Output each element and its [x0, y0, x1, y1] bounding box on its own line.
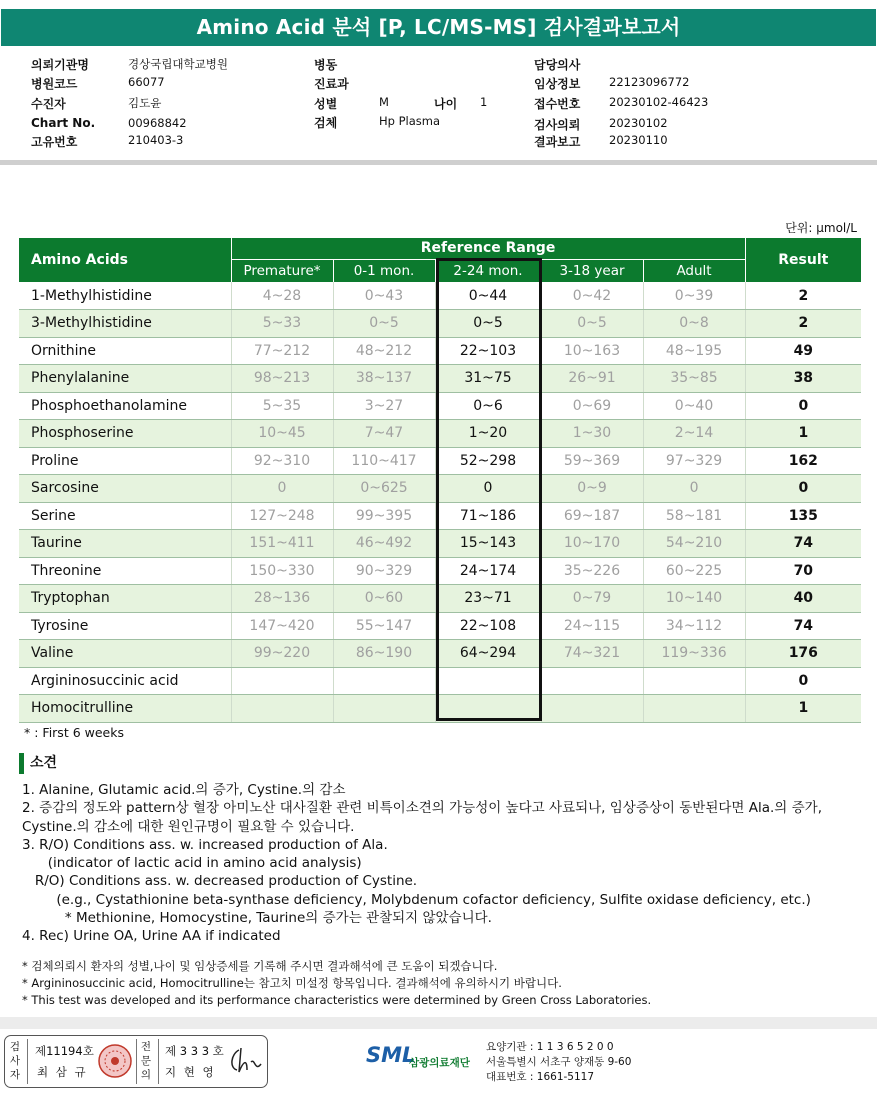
reference-range-cell: 0~42: [541, 282, 643, 310]
reference-range-cell: 0~9: [541, 475, 643, 503]
findings-line: 2. 증감의 정도와 pattern상 혈장 아미노산 대사질환 관련 비특이소견의 가능성이 높다고 사료되나, 임상증상이 동반된다면 Ala.의 증가,: [22, 800, 822, 817]
reference-range-cell: 98~213: [231, 365, 333, 393]
tester-name: 최 삼 규: [37, 1065, 88, 1079]
reference-range-cell: 0~5: [333, 310, 435, 338]
reference-range-cell: [231, 667, 333, 695]
reference-range-cell: 24~174: [435, 557, 541, 585]
findings-line: (indicator of lactic acid in amino acid analysis): [22, 855, 362, 872]
reference-range-cell: 60~225: [643, 557, 745, 585]
sex-value: M: [379, 95, 389, 109]
dept-label: 진료과: [314, 77, 349, 91]
col-header-result: Result: [745, 238, 861, 282]
amino-acid-name: Ornithine: [19, 337, 231, 365]
result-value: 162: [745, 447, 861, 475]
table-row: [19, 420, 861, 448]
reference-range-cell: 15~143: [435, 530, 541, 558]
result-value: 2: [745, 310, 861, 338]
col-header-adult: Adult: [643, 259, 745, 282]
reference-range-cell: 0~5: [541, 310, 643, 338]
reference-range-cell: 86~190: [333, 640, 435, 668]
reference-range-cell: [541, 695, 643, 723]
amino-acid-name: Phosphoserine: [19, 420, 231, 448]
findings-line: * Methionine, Homocystine, Taurine의 증가는 관찰되지 않았습니다.: [22, 910, 492, 927]
reference-range-cell: 7~47: [333, 420, 435, 448]
report-date-value: 20230110: [609, 133, 668, 147]
sex-label: 성별: [314, 97, 338, 111]
logo-name: 삼광의료재단: [409, 1057, 470, 1069]
tester-seal-icon: [97, 1043, 133, 1079]
notes: [22, 958, 651, 1009]
hospital-code-value: 66077: [128, 75, 165, 89]
reference-range-cell: 34~112: [643, 612, 745, 640]
col-header-0-1-mon: 0-1 mon.: [333, 259, 435, 282]
table-row: [19, 695, 861, 723]
amino-acid-name: Proline: [19, 447, 231, 475]
reference-range-cell: 127~248: [231, 502, 333, 530]
header-col-report: [534, 56, 754, 156]
reference-range-cell: [333, 667, 435, 695]
chart-no-label: Chart No.: [31, 116, 96, 130]
patient-label: 수진자: [31, 97, 66, 111]
reference-range-cell: [333, 695, 435, 723]
amino-acid-name: Homocitrulline: [19, 695, 231, 723]
specimen-value: Hp Plasma: [379, 114, 441, 128]
reference-range-cell: [435, 667, 541, 695]
reference-range-cell: 0~8: [643, 310, 745, 338]
reference-range-cell: 0~79: [541, 585, 643, 613]
age-value: 1: [480, 95, 488, 109]
header-col-patient: [31, 56, 291, 156]
reference-range-cell: 97~329: [643, 447, 745, 475]
reference-range-cell: [643, 695, 745, 723]
reference-range-cell: 46~492: [333, 530, 435, 558]
reference-range-cell: 4~28: [231, 282, 333, 310]
request-date-label: 검사의뢰: [534, 118, 581, 132]
note-line: * This test was developed and its performance characteristics were determined by Green Cross Laboratories.: [22, 993, 652, 1007]
result-value: 2: [745, 282, 861, 310]
tester-label: 검사자: [9, 1041, 21, 1081]
result-value: 70: [745, 557, 861, 585]
note-line: * 검체의뢰시 환자의 성별,나이 및 임상증세를 기록해 주시면 결과해석에 큰 도움이 되겠습니다.: [22, 959, 498, 973]
reference-range-cell: 0: [643, 475, 745, 503]
receipt-no-value: 20230102-46423: [609, 95, 709, 109]
table-row: [19, 337, 861, 365]
footer-divider: [0, 1017, 877, 1029]
reference-range-cell: 1~20: [435, 420, 541, 448]
table-row: [19, 475, 861, 503]
reference-range-cell: 48~212: [333, 337, 435, 365]
result-value: 0: [745, 667, 861, 695]
reference-range-cell: 0~6: [435, 392, 541, 420]
reference-range-cell: 3~27: [333, 392, 435, 420]
specialist-name: 지 현 영: [165, 1065, 216, 1079]
result-value: 0: [745, 475, 861, 503]
table-row: [19, 667, 861, 695]
table-row: [19, 447, 861, 475]
reference-range-cell: [541, 667, 643, 695]
amino-acid-name: Serine: [19, 502, 231, 530]
col-header-reference-range: Reference Range: [231, 238, 745, 259]
findings-text: [22, 781, 862, 946]
reference-range-cell: 23~71: [435, 585, 541, 613]
amino-acid-name: Sarcosine: [19, 475, 231, 503]
chart-no-value: 00968842: [128, 116, 187, 130]
reference-range-cell: 10~163: [541, 337, 643, 365]
table-row: [19, 612, 861, 640]
clinical-info-label: 임상정보: [534, 77, 581, 91]
unique-no-label: 고유번호: [31, 135, 78, 149]
reference-range-cell: 90~329: [333, 557, 435, 585]
reference-range-cell: 0~625: [333, 475, 435, 503]
reference-range-cell: 0~60: [333, 585, 435, 613]
table-row: [19, 392, 861, 420]
reference-range-cell: 5~35: [231, 392, 333, 420]
reference-range-cell: 10~170: [541, 530, 643, 558]
reference-range-cell: 1~30: [541, 420, 643, 448]
findings-line: 4. Rec) Urine OA, Urine AA if indicated: [22, 928, 281, 945]
reference-range-cell: 0: [231, 475, 333, 503]
reference-range-cell: 10~140: [643, 585, 745, 613]
result-value: 74: [745, 612, 861, 640]
reference-range-cell: 38~137: [333, 365, 435, 393]
lab-address: [486, 1040, 631, 1085]
findings-line: 3. R/O) Conditions ass. w. increased production of Ala.: [22, 836, 388, 853]
table-row: [19, 365, 861, 393]
reference-range-cell: 31~75: [435, 365, 541, 393]
result-value: 1: [745, 420, 861, 448]
amino-acid-name: Phenylalanine: [19, 365, 231, 393]
col-header-2-24-mon: 2-24 mon.: [435, 259, 541, 282]
amino-acid-name: Phosphoethanolamine: [19, 392, 231, 420]
reference-range-cell: 58~181: [643, 502, 745, 530]
handwritten-signature-icon: [225, 1044, 263, 1078]
reference-range-cell: 92~310: [231, 447, 333, 475]
findings-line: 1. Alanine, Glutamic acid.의 증가, Cystine.의 감소: [22, 782, 346, 798]
col-header-3-18-year: 3-18 year: [541, 259, 643, 282]
ward-label: 병동: [314, 58, 338, 72]
address-line: 서울특별시 서초구 양재동 9-60: [486, 1056, 632, 1068]
request-date-value: 20230102: [609, 116, 668, 130]
reference-range-cell: [231, 695, 333, 723]
reference-range-cell: 99~395: [333, 502, 435, 530]
institution-value: 경상국립대학교병원: [128, 57, 228, 71]
reference-range-cell: 0~44: [435, 282, 541, 310]
reference-range-cell: 35~85: [643, 365, 745, 393]
reference-range-cell: 28~136: [231, 585, 333, 613]
institution-code: 요양기관 : 1 1 3 6 5 2 0 0: [486, 1041, 614, 1053]
report-title: Amino Acid 분석 [P, LC/MS-MS] 검사결과보고서: [1, 9, 876, 46]
findings-line: R/O) Conditions ass. w. decreased production of Cystine.: [22, 873, 418, 890]
reference-range-cell: 0~39: [643, 282, 745, 310]
tester-license-no: 제11194호: [35, 1044, 94, 1058]
result-value: 49: [745, 337, 861, 365]
amino-acid-name: Valine: [19, 640, 231, 668]
findings-title: 소견: [19, 753, 57, 774]
result-value: 40: [745, 585, 861, 613]
specimen-label: 검체: [314, 116, 338, 130]
logo-text: SML: [366, 1043, 416, 1067]
reference-range-cell: 55~147: [333, 612, 435, 640]
specialist-license-no: 제 3 3 3 호: [165, 1044, 224, 1058]
header-divider: [0, 160, 877, 165]
findings-line: (e.g., Cystathionine beta-synthase deficiency, Molybdenum cofactor deficiency, Sulfite oxidase deficiency, etc.): [22, 891, 811, 908]
reference-range-cell: 69~187: [541, 502, 643, 530]
reference-range-cell: 10~45: [231, 420, 333, 448]
reference-range-cell: 0~40: [643, 392, 745, 420]
table-row: [19, 282, 861, 310]
clinical-info-value: 22123096772: [609, 75, 690, 89]
reference-range-cell: 64~294: [435, 640, 541, 668]
col-header-amino-acids: Amino Acids: [19, 238, 231, 282]
amino-acid-name: 3-Methylhistidine: [19, 310, 231, 338]
table-row: [19, 530, 861, 558]
reference-range-cell: 99~220: [231, 640, 333, 668]
result-value: 135: [745, 502, 861, 530]
sig-divider: [158, 1039, 159, 1084]
result-value: 176: [745, 640, 861, 668]
reference-range-cell: 54~210: [643, 530, 745, 558]
table-row: [19, 640, 861, 668]
reference-range-cell: 147~420: [231, 612, 333, 640]
amino-acid-table: [19, 238, 861, 723]
doctor-label: 담당의사: [534, 58, 581, 72]
reference-range-cell: 35~226: [541, 557, 643, 585]
sig-divider: [136, 1039, 137, 1084]
specialist-label: 전문의: [140, 1041, 152, 1081]
note-line: * Argininosuccinic acid, Homocitrulline는 참고치 미설정 항목입니다. 결과해석에 유의하시기 바랍니다.: [22, 976, 562, 990]
result-value: 1: [745, 695, 861, 723]
amino-acid-name: Argininosuccinic acid: [19, 667, 231, 695]
unit-label: 단위: μmol/L: [785, 221, 857, 235]
findings-line: Cystine.의 감소에 대한 원인규명이 필요할 수 있습니다.: [22, 818, 355, 835]
reference-range-cell: 24~115: [541, 612, 643, 640]
hospital-code-label: 병원코드: [31, 77, 78, 91]
report-date-label: 결과보고: [534, 135, 581, 149]
amino-acid-name: Taurine: [19, 530, 231, 558]
patient-value: 김도윤: [128, 96, 162, 110]
reference-range-cell: 0~43: [333, 282, 435, 310]
reference-range-cell: 26~91: [541, 365, 643, 393]
reference-range-cell: 0: [435, 475, 541, 503]
result-value: 38: [745, 365, 861, 393]
reference-range-cell: [643, 667, 745, 695]
amino-acid-name: Threonine: [19, 557, 231, 585]
signature-box: [4, 1035, 268, 1088]
unique-no-value: 210403-3: [128, 133, 184, 147]
amino-acid-name: Tryptophan: [19, 585, 231, 613]
result-value: 0: [745, 392, 861, 420]
reference-range-cell: 71~186: [435, 502, 541, 530]
sml-logo: [366, 1043, 482, 1081]
reference-range-cell: 5~33: [231, 310, 333, 338]
reference-range-cell: 48~195: [643, 337, 745, 365]
reference-range-cell: [435, 695, 541, 723]
reference-range-cell: 2~14: [643, 420, 745, 448]
phone-number: 대표번호 : 1661-5117: [486, 1071, 595, 1083]
reference-range-cell: 110~417: [333, 447, 435, 475]
institution-label: 의뢰기관명: [31, 58, 89, 72]
amino-acid-name: Tyrosine: [19, 612, 231, 640]
reference-range-cell: 0~5: [435, 310, 541, 338]
reference-range-cell: 22~103: [435, 337, 541, 365]
reference-range-cell: 77~212: [231, 337, 333, 365]
sig-divider: [27, 1039, 28, 1084]
reference-range-cell: 0~69: [541, 392, 643, 420]
table-footnote: * : First 6 weeks: [24, 725, 124, 740]
reference-range-cell: 119~336: [643, 640, 745, 668]
table-row: [19, 585, 861, 613]
table-row: [19, 310, 861, 338]
header-col-visit: [314, 56, 514, 156]
table-row: [19, 502, 861, 530]
reference-range-cell: 150~330: [231, 557, 333, 585]
reference-range-cell: 52~298: [435, 447, 541, 475]
reference-range-cell: 74~321: [541, 640, 643, 668]
reference-range-cell: 151~411: [231, 530, 333, 558]
result-value: 74: [745, 530, 861, 558]
receipt-no-label: 접수번호: [534, 97, 581, 111]
age-label: 나이: [434, 97, 458, 111]
col-header-premature: Premature*: [231, 259, 333, 282]
reference-range-cell: 59~369: [541, 447, 643, 475]
reference-range-cell: 22~108: [435, 612, 541, 640]
amino-acid-name: 1-Methylhistidine: [19, 282, 231, 310]
table-row: [19, 557, 861, 585]
